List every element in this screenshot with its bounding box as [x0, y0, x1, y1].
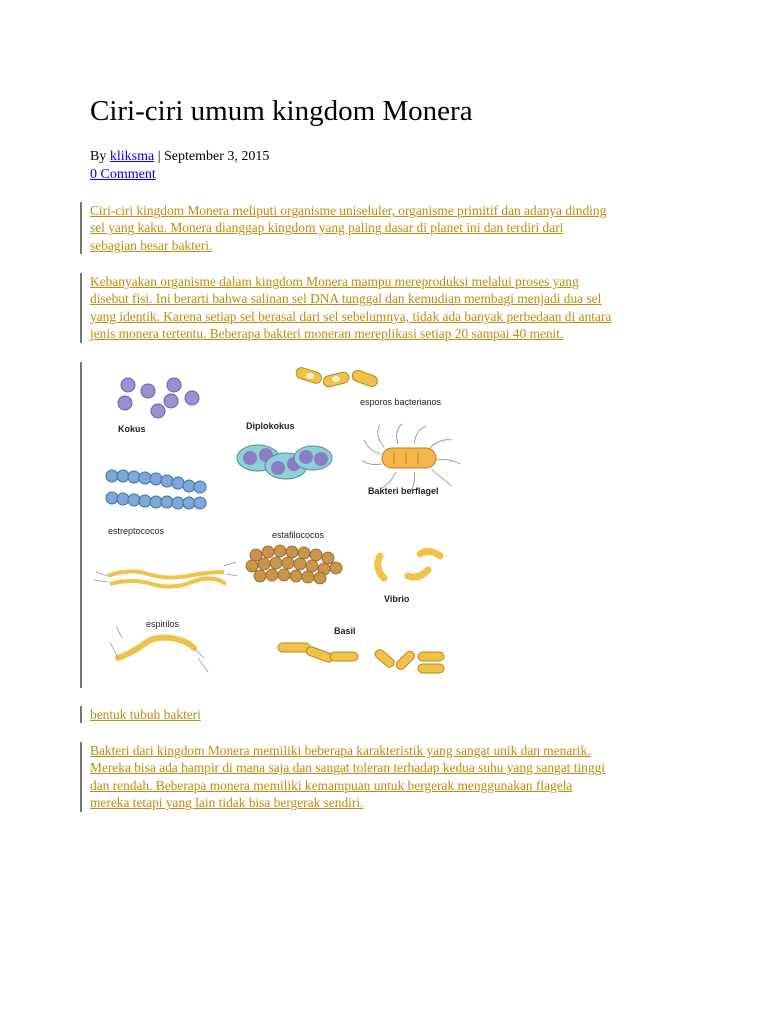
byline-prefix: By [90, 149, 110, 164]
paragraph-3 [80, 742, 605, 812]
flagellated-bacterium [362, 424, 460, 492]
streptococcus-chain [106, 470, 206, 509]
byline [90, 148, 269, 165]
label-estreptococos: estreptococos [108, 526, 165, 536]
label-diplokokus: Diplokokus [246, 421, 295, 431]
diplococcus-cells [237, 445, 332, 479]
vibrio-cells [378, 551, 440, 578]
figure-caption [80, 706, 201, 723]
page-title: Ciri-ciri umum kingdom Monera [90, 95, 473, 127]
label-estafilococos: estafilococos [272, 530, 325, 540]
label-vibrio: Vibrio [384, 594, 410, 604]
bacteria-illustration [88, 362, 468, 688]
coccus-cells [118, 378, 199, 418]
paragraph-line: Mereka bisa ada hampir di mana saja dan sangat toleran terhadap kedua suhu yang sangat tinggi [90, 760, 605, 776]
post-date: September 3, 2015 [164, 149, 270, 164]
paragraph-line: dan rendah. Beberapa monera memiliki kemampuan untuk bergerak menggunakan flagela [90, 777, 573, 793]
figure-caption-text: bentuk tubuh bakteri [90, 707, 201, 722]
label-berflagel: Bakteri berflagel [368, 486, 439, 496]
byline-separator: | [154, 149, 164, 164]
paragraph-line: jenis monera tertentu. Beberapa bakteri moneran mereplikasi setiap 20 sampai 40 menit. [90, 326, 564, 342]
paragraph-line: sel yang kaku. Monera dianggap kingdom yang paling dasar di planet ini dan terdiri dari [90, 220, 564, 236]
paragraph-line: sebagian besar bakteri. [90, 237, 213, 253]
paragraph-line: Bakteri dari kingdom Monera memiliki beberapa karakteristik yang sangat unik dan menarik. [90, 743, 591, 758]
staphylococcus-cluster [246, 545, 342, 584]
paragraph-line: mereka tetapi yang lain tidak bisa bergerak sendiri. [90, 795, 364, 811]
bacillus-rods [278, 643, 444, 673]
label-esporos: esporos bacterianos [360, 397, 442, 407]
label-espirilos: espirilos [146, 619, 180, 629]
spirillum-cell-bottom [110, 626, 208, 672]
author-link[interactable]: kliksma [109, 149, 155, 164]
paragraph-1 [80, 202, 606, 254]
comments-link[interactable]: 0 Comment [90, 167, 156, 182]
bacteria-shapes-figure [80, 362, 472, 688]
paragraph-line: yang identik. Karena setiap sel berasal dari sel sebelumnya, tidak ada banyak perbedaan di antara [90, 308, 612, 324]
paragraph-line: disebut fisi. Ini berarti bahwa salinan sel DNA tunggal dan kemudian membagi menjadi dua sel [90, 291, 602, 307]
spore-cells [295, 366, 379, 388]
label-basil: Basil [334, 626, 356, 636]
label-kokus: Kokus [118, 424, 146, 434]
spirillum-cells [94, 562, 238, 587]
paragraph-2 [80, 273, 611, 343]
paragraph-line: Ciri-ciri kingdom Monera meliputi organisme uniseluler, organisme primitif dan adanya dinding [90, 203, 607, 218]
paragraph-line: Kebanyakan organisme dalam kingdom Monera mampu mereproduksi melalui proses yang [90, 274, 579, 289]
